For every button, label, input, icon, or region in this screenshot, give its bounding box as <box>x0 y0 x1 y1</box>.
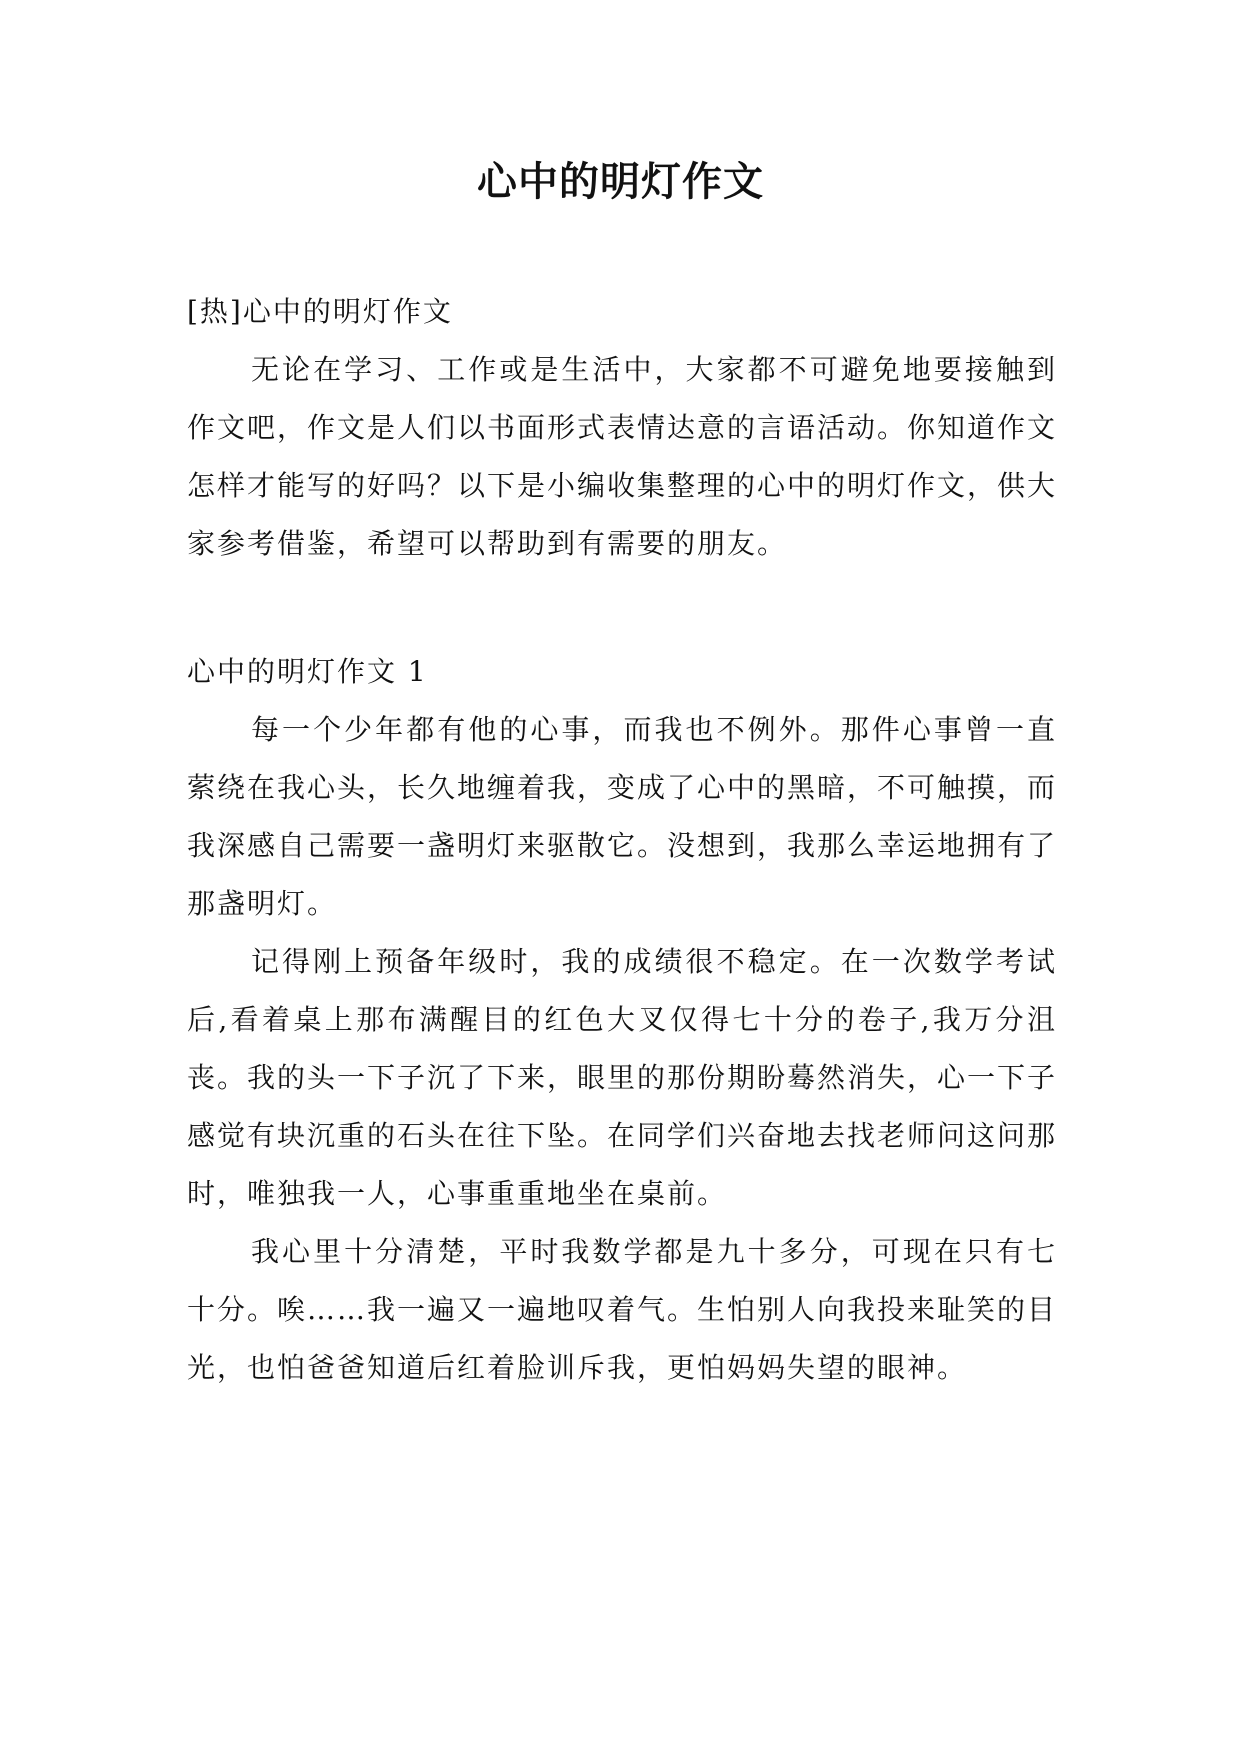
body-paragraph: 每一个少年都有他的心事，而我也不例外。那件心事曾一直萦绕在我心头，长久地缠着我，变成了心中的黑暗，不可触摸，而我深感自己需要一盏明灯来驱散它。没想到，我那么幸运地拥有了那盏明灯。 <box>187 713 1058 920</box>
document-body <box>187 283 1057 1397</box>
section-spacer <box>187 573 1057 643</box>
body-paragraph: 我心里十分清楚，平时我数学都是九十多分，可现在只有七十分。唉……我一遍又一遍地叹着气。生怕别人向我投来耻笑的目光，也怕爸爸知道后红着脸训斥我，更怕妈妈失望的眼神。 <box>187 1235 1058 1384</box>
document-title: 心中的明灯作文 <box>477 159 764 205</box>
section-heading: 心中的明灯作文 1 <box>187 655 428 688</box>
intro-heading: [热]心中的明灯作文 <box>187 295 453 328</box>
body-paragraph: 记得刚上预备年级时，我的成绩很不稳定。在一次数学考试后,看着桌上那布满醒目的红色大叉仅得七十分的卷子,我万分沮丧。我的头一下子沉了下来，眼里的那份期盼蓦然消失，心一下子感觉有块沉重的石头在往下坠。在同学们兴奋地去找老师问这问那时，唯独我一人，心事重重地坐在桌前。 <box>187 945 1058 1210</box>
intro-paragraph: 无论在学习、工作或是生活中，大家都不可避免地要接触到作文吧，作文是人们以书面形式表情达意的言语活动。你知道作文怎样才能写的好吗？以下是小编收集整理的心中的明灯作文，供大家参考借鉴，希望可以帮助到有需要的朋友。 <box>187 353 1058 560</box>
